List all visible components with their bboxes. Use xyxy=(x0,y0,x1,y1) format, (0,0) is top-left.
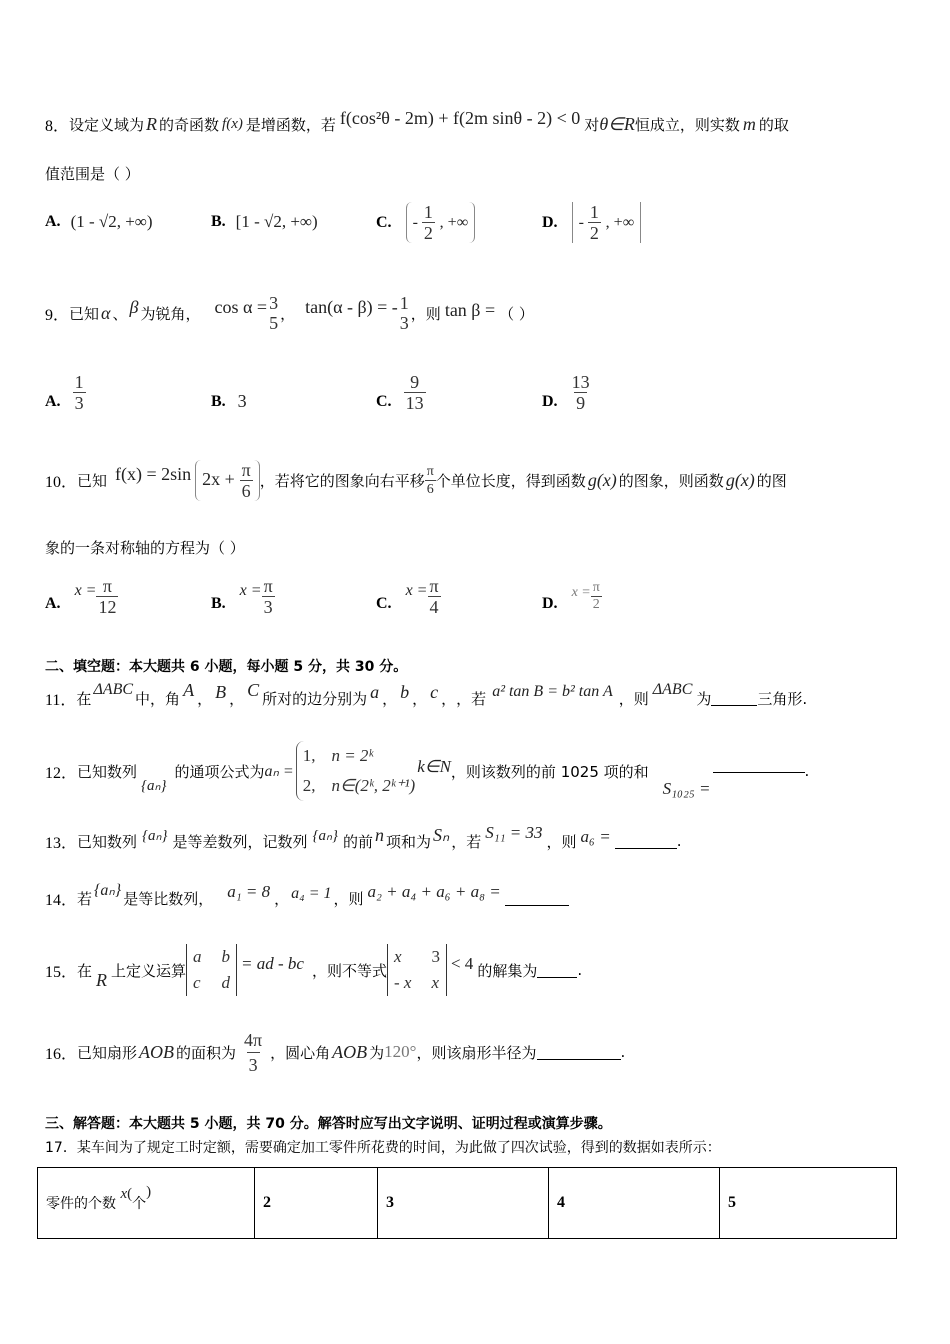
question-12: 12． 已知数列 {aₙ} 的通项公式为 aₙ = 1, n = 2ᵏ 2, n∈(2ᵏ, 2ᵏ⁺¹) k∈N ，则该数列的前 1025 项的和 S₁₀₂₅ = . xyxy=(45,734,809,808)
question-8-options xyxy=(45,198,685,248)
answer-blank[interactable] xyxy=(713,758,805,773)
option-d[interactable]: D. - $\frac{1}{2}$ , +∞ xyxy=(542,202,641,243)
data-table xyxy=(37,1167,897,1239)
row-header: 零件的个数 x(个) xyxy=(38,1168,255,1239)
section-2-title: 二、填空题：本大题共 6 小题，每小题 5 分，共 30 分。 xyxy=(45,659,408,675)
option-b[interactable]: B. x = $\frac{\pi}{3}$ xyxy=(211,575,273,617)
option-a[interactable]: A. $\frac{1}{3}$ xyxy=(45,372,84,413)
option-d[interactable]: D. x = $\frac{\pi}{2}$ xyxy=(542,579,600,612)
question-8-line2: 值范围是（ ） xyxy=(45,165,140,183)
option-c[interactable]: C. - $\frac{1}{2}$ , +∞ xyxy=(376,202,475,243)
table-cell: 2 xyxy=(255,1168,378,1239)
section-3-title: 三、解答题：本大题共 5 小题，共 70 分。解答时应写出文字说明、证明过程或演算步骤。 xyxy=(45,1116,612,1132)
question-15: 15． 在 R 上定义运算 a b c d = ad - bc ，则不等式 x 3 - x x < 4 的解集为 . xyxy=(45,942,582,998)
question-13: 13． 已知数列 {aₙ} 是等差数列，记数列 {aₙ} 的前 n 项和为 Sₙ ，若 S₁₁ = 33 ，则 a₆ = . xyxy=(45,823,682,852)
question-17: 17．某车间为了规定工时定额，需要确定加工零件所花费的时间，为此做了四次试验，得到的数据如表所示： xyxy=(45,1140,721,1156)
question-16: 16． 已知扇形 AOB 的面积为 $\frac{4\pi}{3}$ ，圆心角 AOB 为 120° ，则该扇形半径为 . xyxy=(45,1029,626,1075)
table-row xyxy=(38,1168,897,1239)
answer-blank[interactable] xyxy=(537,963,577,978)
option-a[interactable]: A. x = $\frac{\pi}{12}$ xyxy=(45,575,117,617)
table-cell: 5 xyxy=(720,1168,897,1239)
question-10-options xyxy=(45,573,665,621)
answer-blank[interactable] xyxy=(615,834,677,849)
option-c[interactable]: C. $\frac{9}{13}$ xyxy=(376,372,424,413)
question-8: 8． 设定义域为 R 的奇函数 f(x) 是增函数，若 f(cos²θ - 2m) + f(2m sinθ - 2) < 0 对 θ∈R 恒成立，则实数 m 的取 xyxy=(45,107,789,135)
question-14: 14． 若 {aₙ} 是等比数列， a₁ = 8 ， a₄ = 1 ，则 a₂ + a₄ + a₆ + a₈ = xyxy=(45,880,569,916)
option-b[interactable]: B. [1 - √2, +∞) xyxy=(211,212,318,231)
option-a[interactable]: A. (1 - √2, +∞) xyxy=(45,212,153,231)
question-10: 10． 已知 f(x) = 2sin 2x + $\frac{\pi}{6}$ ，若将它的图象向右平移 $\frac{\pi}{6}$ 个单位长度，得到函数 g(x) 的图象，则函数 g(x) 的图 xyxy=(45,459,787,501)
table-cell: 4 xyxy=(549,1168,720,1239)
question-number: 8． xyxy=(45,117,70,135)
question-9: 9． 已知 α 、 β 为锐角， cos α = 3 5 ， tan(α - β) = - 1 3 ，则 tan β = （ ） xyxy=(45,293,534,333)
answer-blank[interactable] xyxy=(505,891,569,906)
determinant-definition: a b c d xyxy=(186,944,237,996)
answer-blank[interactable] xyxy=(537,1045,621,1060)
piecewise: 1, n = 2ᵏ 2, n∈(2ᵏ, 2ᵏ⁺¹) xyxy=(296,741,416,801)
answer-blank[interactable] xyxy=(711,691,757,706)
question-11: 11． 在 ΔABC 中，角 A ， B ， C 所对的边分别为 a ， b ， c ， ，若 a² tan B = b² tan A ，则 ΔABC 为 三角形. xyxy=(45,679,808,709)
question-9-options xyxy=(45,365,665,415)
option-b[interactable]: B. 3 xyxy=(211,391,247,411)
table-cell: 3 xyxy=(378,1168,549,1239)
option-d[interactable]: D. $\frac{13}{9}$ xyxy=(542,372,590,413)
determinant-inequality: x 3 - x x xyxy=(387,944,447,996)
option-c[interactable]: C. x = $\frac{\pi}{4}$ xyxy=(376,575,439,617)
condition-expression: f(cos²θ - 2m) + f(2m sinθ - 2) < 0 xyxy=(339,107,581,128)
question-10-line2: 象的一条对称轴的方程为（ ） xyxy=(45,539,245,557)
